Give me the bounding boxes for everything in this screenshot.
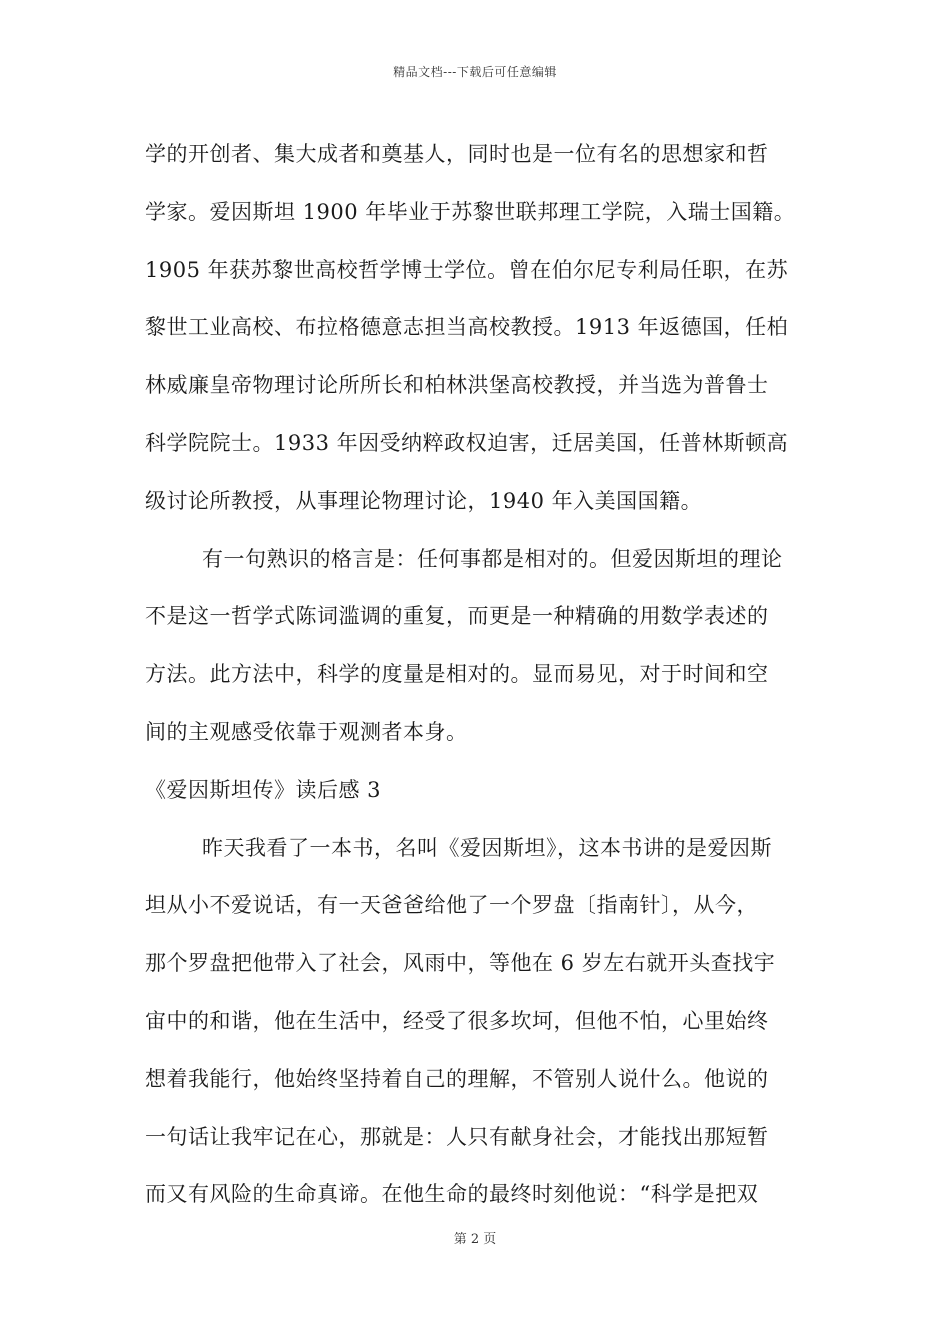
page-number: 第 2 页 [453,1232,497,1247]
text-line: 不是这一哲学式陈词滥调的重复，而更是一种精确的用数学表述的 [145,604,769,629]
text-line: 林威廉皇帝物理讨论所所长和柏林洪堡高校教授，并当选为普鲁士 [145,373,769,398]
text-line: 学的开创者、集大成者和奠基人，同时也是一位有名的思想家和哲 [145,142,769,166]
page-header: 精品文档---下载后可任意编辑 [393,65,557,79]
text-line: 1905 年获苏黎世高校哲学博士学位。曾在伯尔尼专利局任职，在苏 [145,257,789,282]
text-line: 级讨论所教授，从事理论物理讨论，1940 年入美国国籍。 [145,488,703,513]
text-line: 想着我能行，他始终坚持着自己的理解，不管别人说什么。他说的 [145,1066,769,1091]
text-line: 黎世工业高校、布拉格德意志担当高校教授。1913 年返德国，任柏 [145,315,789,340]
text-line: 宙中的和谐，他在生活中，经受了很多坎坷，但他不怕，心里始终 [145,1008,769,1033]
text-line: 学家。爱因斯坦 1900 年毕业于苏黎世联邦理工学院，入瑞士国籍。 [145,199,796,224]
text-line: 科学院院士。1933 年因受纳粹政权迫害，迁居美国，任普林斯顿高 [145,430,789,455]
text-line: 坦从小不爱说话，有一天爸爸给他了一个罗盘〔指南针〕，从今， [145,893,758,918]
paragraph-start-line: 昨天我看了一本书，名叫《爱因斯坦》，这本书讲的是爱因斯 [202,835,772,860]
text-line: 那个罗盘把他带入了社会，风雨中，等他在 6 岁左右就开头查找宇 [145,951,776,976]
section-heading: 《爱因斯坦传》读后感 3 [145,777,382,802]
paragraph-start-line: 有一句熟识的格言是：任何事都是相对的。但爱因斯坦的理论 [202,546,783,571]
text-line: 而又有风险的生命真谛。在他生命的最终时刻他说：“科学是把双 [145,1182,759,1207]
text-line: 间的主观感受依靠于观测者本身。 [145,719,468,744]
document-body [145,126,815,1224]
text-line: 一句话让我牢记在心，那就是：人只有献身社会，才能找出那短暂 [145,1124,769,1149]
text-line: 方法。此方法中，科学的度量是相对的。显而易见，对于时间和空 [145,662,769,687]
